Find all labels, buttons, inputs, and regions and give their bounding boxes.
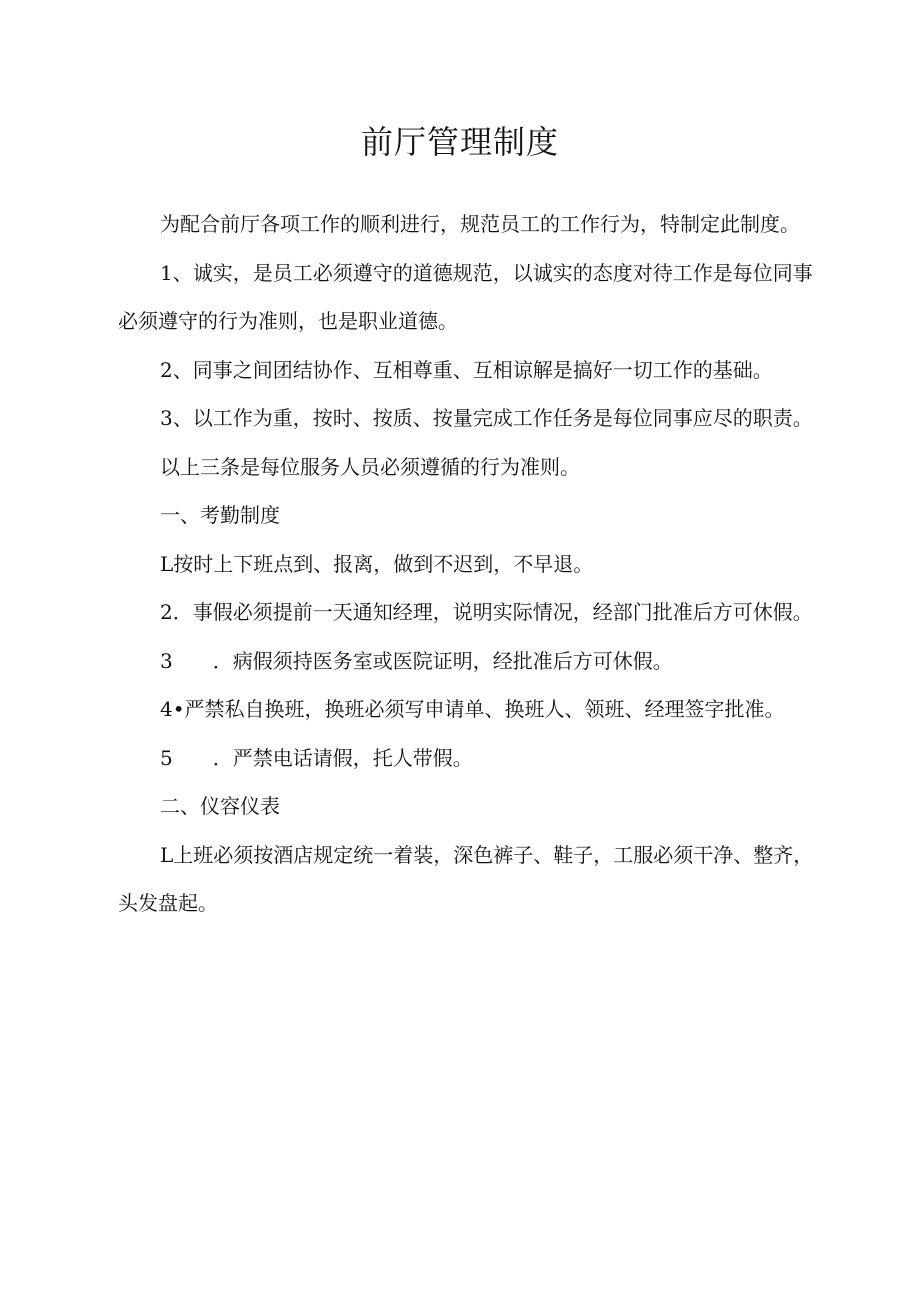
appearance-item-1: L上班必须按酒店规定统一着装，深色裤子、鞋子，工服必须干净、整齐，头发盘起。 (118, 842, 814, 915)
document-title: 前厅管理制度 (360, 123, 559, 161)
section-heading-attendance: 一、考勤制度 (160, 503, 280, 527)
attendance-item-3: 3 ．病假须持医务室或医院证明，经批准后方可休假。 (160, 648, 673, 673)
attendance-item-1: L按时上下班点到、报离，做到不迟到，不早退。 (160, 551, 594, 576)
paragraph-rule-3: 3、以工作为重，按时、按质、按量完成工作任务是每位同事应尽的职责。 (160, 406, 813, 430)
section-heading-appearance: 二、仪容仪表 (160, 794, 280, 818)
paragraph-rule-2: 2、同事之间团结协作、互相尊重、互相谅解是搞好一切工作的基础。 (160, 357, 773, 382)
paragraph-summary: 以上三条是每位服务人员必须遵循的行为准则。 (160, 454, 580, 479)
attendance-item-2: 2．事假必须提前一天通知经理，说明实际情况，经部门批准后方可休假。 (160, 600, 813, 624)
paragraph-rule-1: 1、诚实，是员工必须遵守的道德规范，以诚实的态度对待工作是每位同事必须遵守的行为准则，也是职业道德。 (118, 260, 813, 333)
attendance-item-4: 4•严禁私自换班，换班必须写申请单、换班人、领班、经理签字批准。 (160, 697, 785, 721)
paragraph-intro: 为配合前厅各项工作的顺利进行，规范员工的工作行为，特制定此制度。 (160, 212, 800, 236)
document-body (118, 200, 818, 928)
attendance-item-5: 5 ．严禁电话请假，托人带假。 (160, 745, 473, 770)
